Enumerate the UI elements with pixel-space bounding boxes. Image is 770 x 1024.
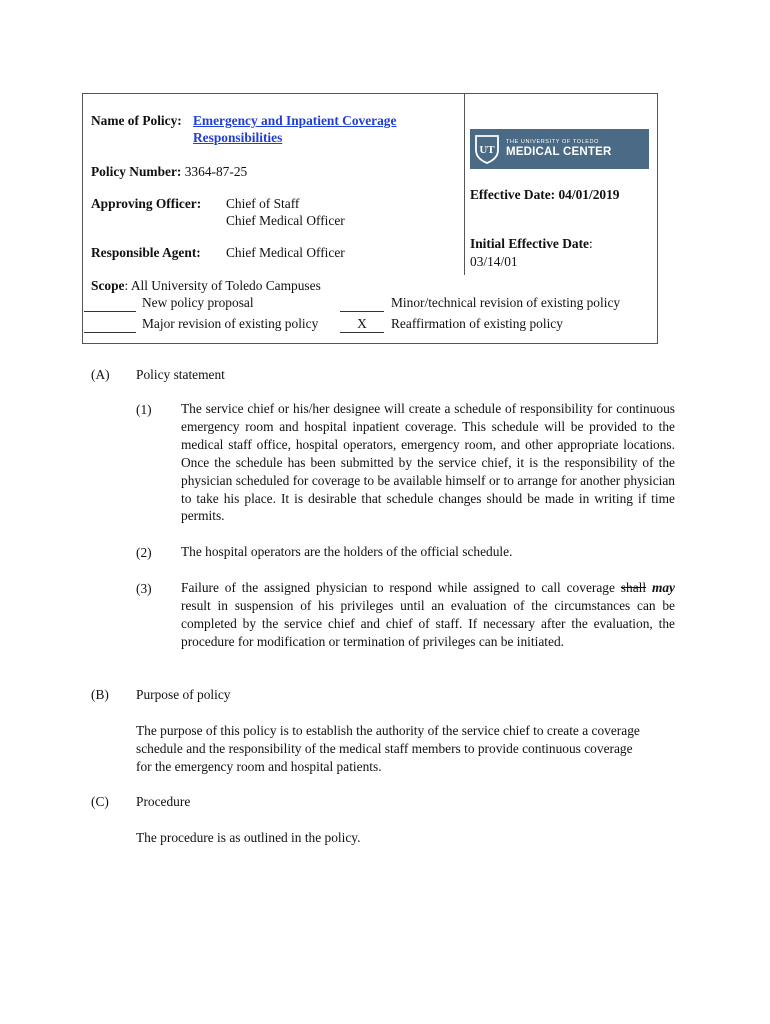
approving-officer-label: Approving Officer: — [91, 196, 202, 211]
section-b-text: The purpose of this policy is to establish the authority of the service chief to create a coverage schedule and the responsibility of the medical staff members to provide continuous coverage for the emergency room and hospital patients. — [136, 723, 640, 774]
section-a-title: Policy statement — [136, 367, 225, 382]
reaffirmation-label: Reaffirmation of existing policy — [391, 316, 563, 331]
struck-word: shall — [620, 580, 647, 595]
responsible-agent-value: Chief Medical Officer — [226, 245, 345, 260]
policy-name-label: Name of Policy: — [91, 113, 182, 128]
svg-text:UT: UT — [479, 144, 495, 156]
header-divider — [464, 93, 465, 275]
policy-number-row — [91, 163, 247, 180]
scope-row — [91, 277, 321, 294]
section-b-title: Purpose of policy — [136, 687, 231, 702]
minor-revision-blank[interactable] — [340, 294, 384, 312]
approving-officer-value2: Chief Medical Officer — [226, 213, 345, 228]
ut-shield-icon — [474, 134, 500, 164]
item-a2-text: The hospital operators are the holders of the official schedule. — [181, 544, 513, 559]
inserted-word: may — [651, 580, 675, 595]
logo-university-text: THE UNIVERSITY OF TOLEDO — [506, 139, 599, 145]
initial-effective-label: Initial Effective Date — [470, 236, 589, 251]
policy-name-link-line1[interactable]: Emergency and Inpatient Coverage — [193, 113, 397, 128]
medical-center-logo — [470, 129, 649, 169]
item-a2-label: (2) — [136, 545, 152, 560]
effective-date: Effective Date: 04/01/2019 — [470, 187, 620, 202]
major-revision-label: Major revision of existing policy — [142, 316, 319, 331]
policy-number-label: Policy Number: — [91, 164, 182, 179]
new-proposal-label: New policy proposal — [142, 295, 254, 310]
policy-number-value: 3364-87-25 — [184, 164, 248, 179]
initial-effective-date-row: Initial Effective Date: — [470, 236, 593, 251]
scope-value: : All University of Toledo Campuses — [124, 278, 321, 293]
reaffirmation-blank[interactable]: X — [340, 315, 384, 333]
section-a-label: (A) — [91, 367, 110, 382]
item-a1-label: (1) — [136, 402, 152, 417]
item-a1-text: The service chief or his/her designee will create a schedule of responsibility for continuous emergency room and hospital inpatient coverage. This schedule will be provided to the medical staff office, hospital operators, emergency room, and other appropriate locations. Once the schedule has been submitted by the service chief, it is the responsibility of the physician scheduled for coverage to be available himself or to arrange for another physician to take his place. It is desirable that schedule changes should be made in writing if time permits. — [181, 401, 675, 524]
initial-effective-value: 03/14/01 — [470, 254, 518, 269]
new-proposal-blank[interactable] — [84, 294, 136, 312]
section-c-title: Procedure — [136, 794, 191, 809]
responsible-agent-label: Responsible Agent: — [91, 245, 201, 260]
logo-medical-center-text: MEDICAL CENTER — [506, 146, 612, 158]
section-c-text: The procedure is as outlined in the policy. — [136, 830, 361, 845]
approving-officer-value1: Chief of Staff — [226, 196, 300, 211]
section-c-label: (C) — [91, 794, 109, 809]
policy-name-link-line2[interactable]: Responsibilities — [193, 130, 283, 145]
section-b-label: (B) — [91, 687, 109, 702]
minor-revision-label: Minor/technical revision of existing policy — [391, 295, 621, 310]
item-a3-text: Failure of the assigned physician to respond while assigned to call coverage shall may result in suspension of his privileges until an evaluation of the circumstances can be completed by the service chief and chief of staff. If necessary after the evaluation, the procedure for modification or termination of privileges can be initiated. — [181, 580, 675, 649]
scope-label: Scope — [91, 278, 125, 293]
item-a3-label: (3) — [136, 581, 152, 596]
major-revision-blank[interactable] — [84, 315, 136, 333]
